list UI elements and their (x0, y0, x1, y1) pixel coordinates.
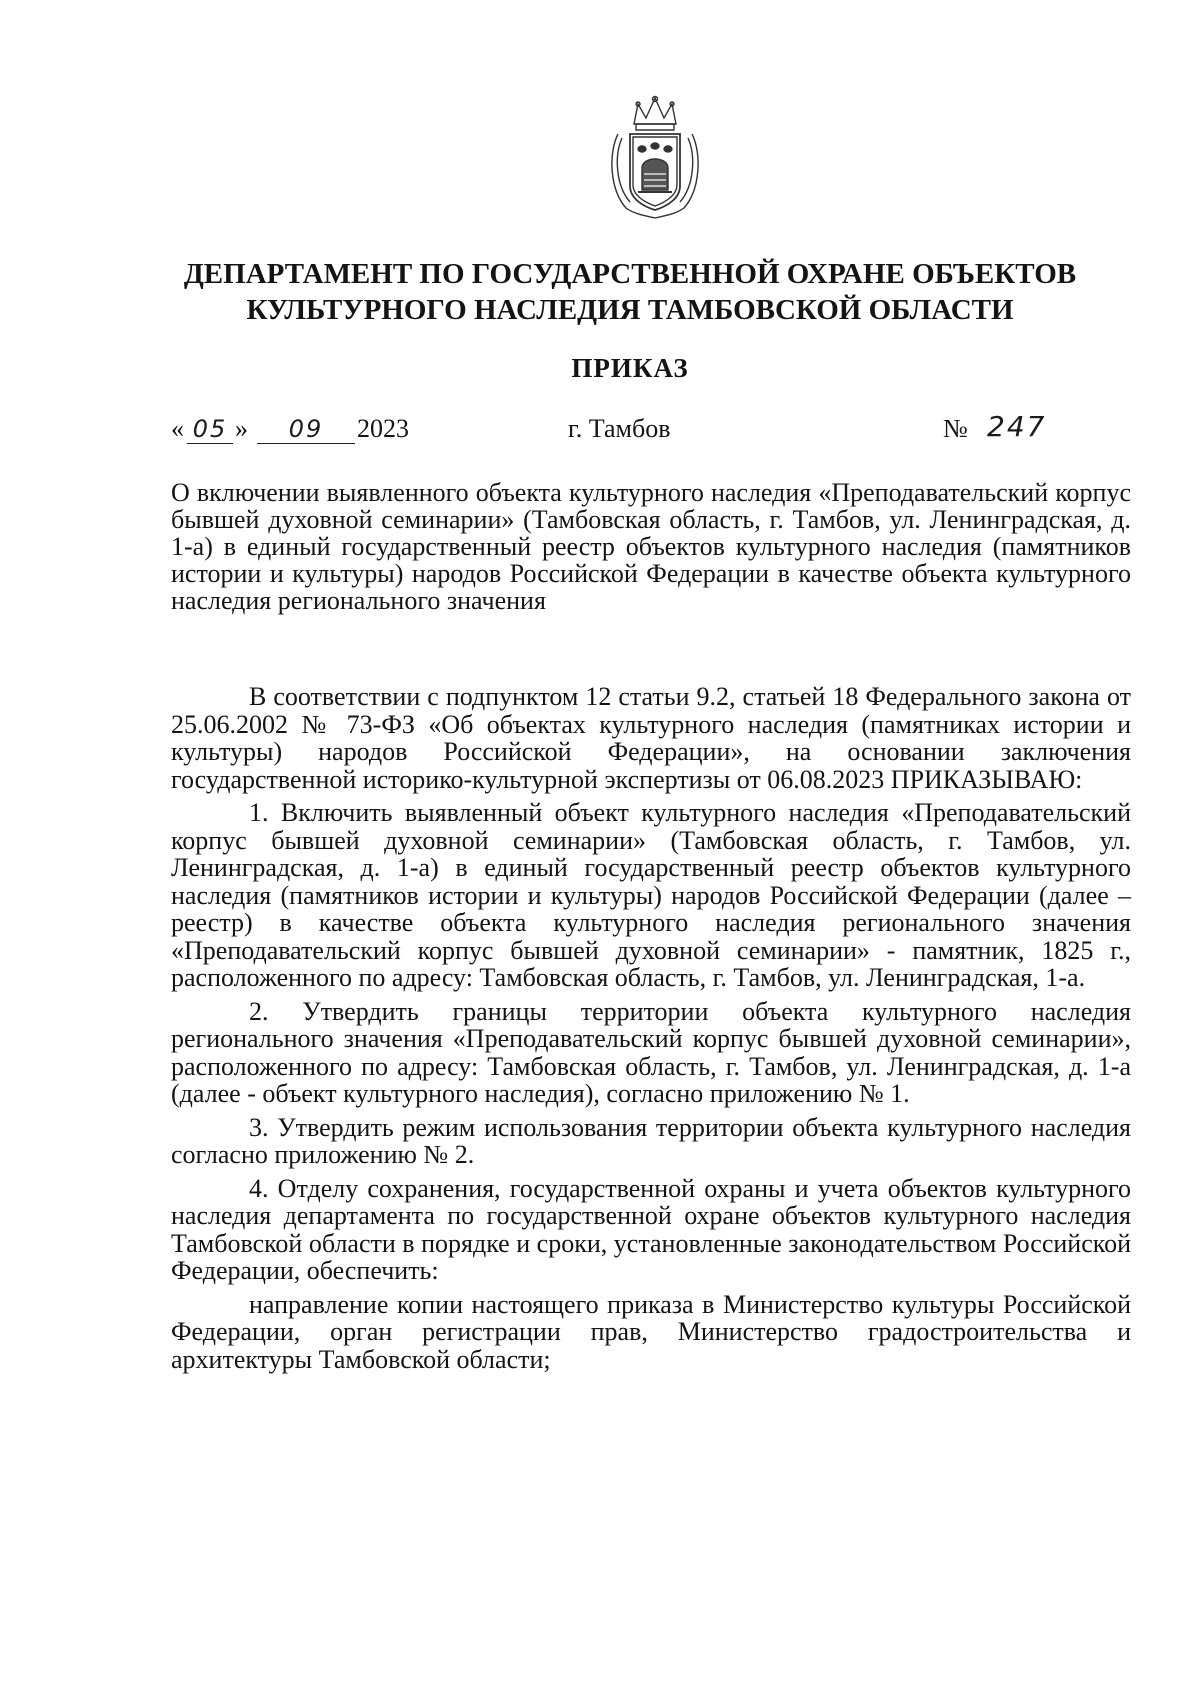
clause-4-item-1: направление копии настоящего приказа в Министерство культуры Российской Федерации, орган регистрации прав, Министерство градостроительства и архитектуры Тамбовской области; (171, 1289, 1131, 1374)
coat-of-arms-icon (604, 94, 706, 220)
clause-4: 4. Отделу сохранения, государственной охраны и учета объектов культурного наследия департамента по государственной охране объектов культурного наследия Тамбовской области в порядке и сроки, установленные законодательством Российской Федерации, обеспечить: (171, 1173, 1131, 1285)
clause-3: 3. Утвердить режим использования территории объекта культурного наследия согласно приложению № 2. (171, 1112, 1131, 1169)
date-number-line (171, 410, 1131, 454)
clause-2: 2. Утвердить границы территории объекта культурного наследия регионального значения «Преподавательский корпус бывшей духовной семинарии», расположенного по адресу: Тамбовская область, г. Тамбов, ул. Ленинградская, д. 1-а (далее - объект культурного наследия), согласно приложению № 1. (171, 996, 1131, 1108)
order-day: 05 (187, 414, 233, 444)
clause-1: 1. Включить выявленный объект культурного наследия «Преподавательский корпус бывшей духовной семинарии» (Тамбовская область, г. Тамбов, ул. Ленинградская, д. 1-а) в единый государственный реестр объектов культурного наследия (памятников истории и культуры) народов Российской Федерации (далее – реестр) в качестве объекта культурного наследия регионального значения «Преподавательский корпус бывшей духовной семинарии» - памятник, 1825 г., расположенного по адресу: Тамбовская область, г. Тамбов, ул. Ленинградская, 1-а. (171, 798, 1131, 992)
document-type-title: ПРИКАЗ (571, 353, 689, 383)
order-number: 247 (987, 410, 1047, 443)
order-city: г. Тамбов (568, 414, 671, 443)
quote-open: « (171, 414, 184, 443)
department-line-1: ДЕПАРТАМЕНТ ПО ГОСУДАРСТВЕННОЙ ОХРАНЕ ОБЪЕКТОВ (183, 258, 1077, 290)
number-sign: № (943, 414, 968, 443)
order-year: 2023 (357, 414, 409, 443)
preamble-paragraph: В соответствии с подпунктом 12 статьи 9.2, статьей 18 Федерального закона от 25.06.2002 № 73-ФЗ «Об объектах культурного наследия (памятниках истории и культуры) народов Российской Федерации», на основании заключения государственной историко-культурной экспертизы от 06.08.2023 ПРИКАЗЫВАЮ: (171, 682, 1131, 794)
order-month: 09 (257, 414, 355, 444)
order-body (171, 683, 1131, 1379)
quote-close: » (235, 414, 248, 443)
department-name (150, 256, 1110, 328)
order-subject: О включении выявленного объекта культурного наследия «Преподавательский корпус бывшей духовной семинарии» (Тамбовская область, г. Тамбов, ул. Ленинградская, д. 1-а) в единый государственный реестр объектов культурного наследия (памятников истории и культуры) народов Российской Федерации в качестве объекта культурного наследия регионального значения (171, 478, 1131, 615)
department-line-2: КУЛЬТУРНОГО НАСЛЕДИЯ ТАМБОВСКОЙ ОБЛАСТИ (246, 294, 1014, 326)
